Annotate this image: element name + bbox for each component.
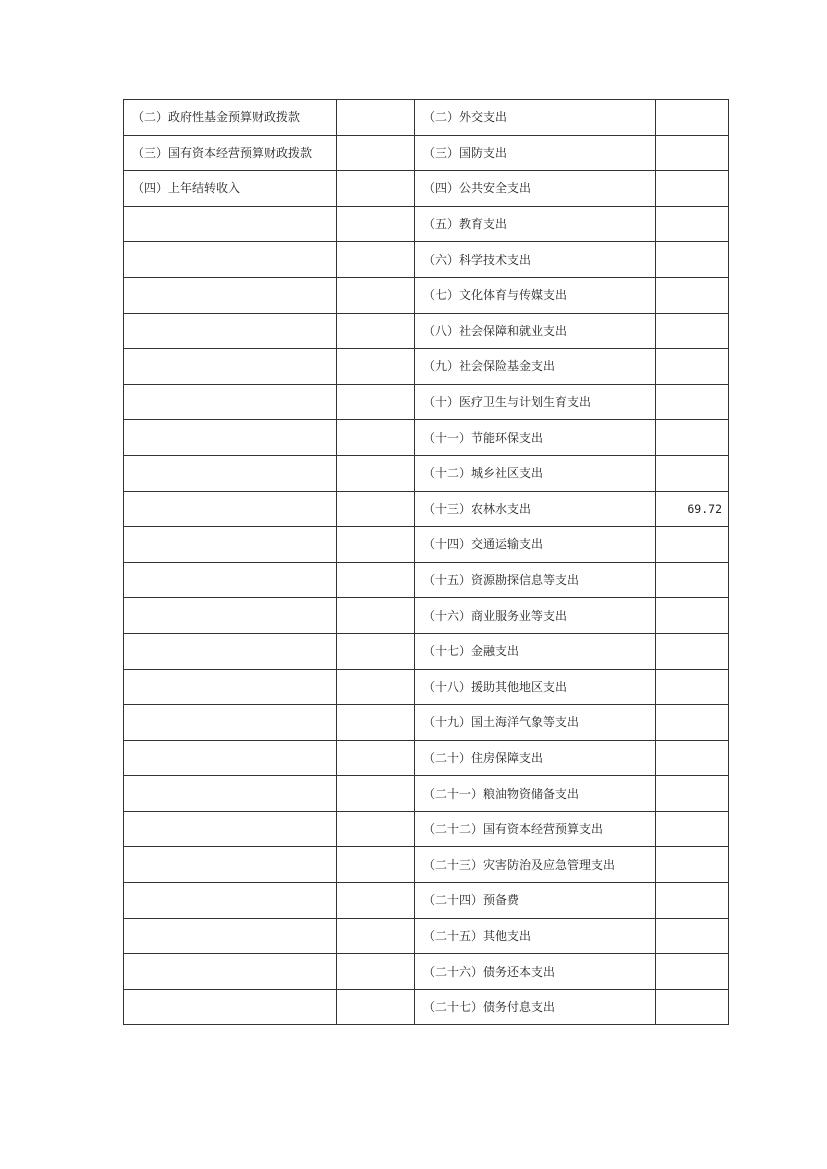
expense-amount-cell (656, 100, 729, 136)
table-row (124, 598, 729, 634)
table-row (124, 669, 729, 705)
expense-item-cell: （十五）资源勘探信息等支出 (415, 562, 656, 598)
table-row (124, 562, 729, 598)
income-amount-cell (337, 277, 415, 313)
expense-item-cell: （二十五）其他支出 (415, 918, 656, 954)
expense-amount-cell (656, 954, 729, 990)
expense-item-cell: （十二）城乡社区支出 (415, 455, 656, 491)
expense-item-cell: （五）教育支出 (415, 206, 656, 242)
income-item-cell (124, 598, 337, 634)
expense-amount-cell (656, 562, 729, 598)
expense-item-cell: （六）科学技术支出 (415, 242, 656, 278)
income-item-cell (124, 491, 337, 527)
table-row (124, 420, 729, 456)
expense-amount-cell (656, 171, 729, 207)
income-item-cell: （三）国有资本经营预算财政拨款 (124, 135, 337, 171)
expense-amount-cell (656, 883, 729, 919)
expense-item-cell: （二十）住房保障支出 (415, 740, 656, 776)
expense-item-cell: （二十六）债务还本支出 (415, 954, 656, 990)
expense-item-cell: （二十二）国有资本经营预算支出 (415, 811, 656, 847)
expense-amount-cell (656, 918, 729, 954)
income-item-cell (124, 740, 337, 776)
budget-table-body (124, 100, 729, 1025)
income-amount-cell (337, 527, 415, 563)
expense-item-cell: （八）社会保障和就业支出 (415, 313, 656, 349)
income-amount-cell (337, 598, 415, 634)
table-row (124, 883, 729, 919)
expense-amount-cell (656, 420, 729, 456)
expense-item-cell: （十六）商业服务业等支出 (415, 598, 656, 634)
table-row (124, 277, 729, 313)
income-amount-cell (337, 776, 415, 812)
expense-amount-cell (656, 277, 729, 313)
expense-amount-cell (656, 527, 729, 563)
income-item-cell (124, 776, 337, 812)
expense-item-cell: （二十七）债务付息支出 (415, 989, 656, 1025)
income-amount-cell (337, 740, 415, 776)
table-row (124, 491, 729, 527)
income-item-cell (124, 847, 337, 883)
expense-amount-cell: 69.72 (656, 491, 729, 527)
income-item-cell (124, 420, 337, 456)
income-item-cell (124, 954, 337, 990)
table-row (124, 954, 729, 990)
table-row (124, 847, 729, 883)
expense-amount-cell (656, 669, 729, 705)
income-item-cell: （二）政府性基金预算财政拨款 (124, 100, 337, 136)
expense-amount-cell (656, 633, 729, 669)
income-amount-cell (337, 206, 415, 242)
income-amount-cell (337, 989, 415, 1025)
table-row (124, 100, 729, 136)
expense-amount-cell (656, 135, 729, 171)
expense-amount-cell (656, 242, 729, 278)
expense-amount-cell (656, 598, 729, 634)
income-amount-cell (337, 171, 415, 207)
income-item-cell: （四）上年结转收入 (124, 171, 337, 207)
income-item-cell (124, 883, 337, 919)
expense-amount-cell (656, 206, 729, 242)
income-amount-cell (337, 562, 415, 598)
expense-amount-cell (656, 455, 729, 491)
expense-item-cell: （二十四）预备费 (415, 883, 656, 919)
table-row (124, 384, 729, 420)
expense-item-cell: （十八）援助其他地区支出 (415, 669, 656, 705)
expense-item-cell: （十九）国土海洋气象等支出 (415, 705, 656, 741)
expense-item-cell: （二十三）灾害防治及应急管理支出 (415, 847, 656, 883)
income-amount-cell (337, 811, 415, 847)
table-row (124, 135, 729, 171)
expense-item-cell: （十）医疗卫生与计划生育支出 (415, 384, 656, 420)
expense-amount-cell (656, 384, 729, 420)
income-item-cell (124, 527, 337, 563)
income-item-cell (124, 562, 337, 598)
expense-amount-cell (656, 349, 729, 385)
table-row (124, 989, 729, 1025)
income-amount-cell (337, 100, 415, 136)
income-item-cell (124, 455, 337, 491)
table-row (124, 776, 729, 812)
income-item-cell (124, 277, 337, 313)
income-amount-cell (337, 135, 415, 171)
income-amount-cell (337, 705, 415, 741)
income-amount-cell (337, 669, 415, 705)
table-row (124, 740, 729, 776)
expense-item-cell: （七）文化体育与传媒支出 (415, 277, 656, 313)
income-item-cell (124, 989, 337, 1025)
income-item-cell (124, 313, 337, 349)
table-row (124, 313, 729, 349)
expense-item-cell: （三）国防支出 (415, 135, 656, 171)
expense-item-cell: （十一）节能环保支出 (415, 420, 656, 456)
table-row (124, 918, 729, 954)
table-row (124, 349, 729, 385)
table-row (124, 633, 729, 669)
income-item-cell (124, 811, 337, 847)
income-amount-cell (337, 313, 415, 349)
income-amount-cell (337, 455, 415, 491)
income-amount-cell (337, 918, 415, 954)
expense-amount-cell (656, 705, 729, 741)
income-amount-cell (337, 491, 415, 527)
expense-amount-cell (656, 313, 729, 349)
expense-amount-cell (656, 776, 729, 812)
income-item-cell (124, 705, 337, 741)
income-amount-cell (337, 847, 415, 883)
table-row (124, 171, 729, 207)
income-item-cell (124, 669, 337, 705)
income-item-cell (124, 384, 337, 420)
table-row (124, 242, 729, 278)
table-row (124, 206, 729, 242)
expense-item-cell: （二十一）粮油物资储备支出 (415, 776, 656, 812)
expense-item-cell: （四）公共安全支出 (415, 171, 656, 207)
income-amount-cell (337, 384, 415, 420)
income-amount-cell (337, 420, 415, 456)
expense-item-cell: （十七）金融支出 (415, 633, 656, 669)
table-row (124, 527, 729, 563)
expense-item-cell: （十三）农林水支出 (415, 491, 656, 527)
expense-amount-cell (656, 740, 729, 776)
income-item-cell (124, 242, 337, 278)
income-item-cell (124, 349, 337, 385)
table-row (124, 455, 729, 491)
expense-amount-cell (656, 847, 729, 883)
expense-item-cell: （十四）交通运输支出 (415, 527, 656, 563)
table-row (124, 811, 729, 847)
table-row (124, 705, 729, 741)
income-amount-cell (337, 242, 415, 278)
income-amount-cell (337, 633, 415, 669)
income-amount-cell (337, 349, 415, 385)
income-item-cell (124, 918, 337, 954)
expense-amount-cell (656, 989, 729, 1025)
expense-item-cell: （九）社会保险基金支出 (415, 349, 656, 385)
income-item-cell (124, 633, 337, 669)
income-amount-cell (337, 954, 415, 990)
income-amount-cell (337, 883, 415, 919)
budget-table (123, 99, 729, 1025)
income-item-cell (124, 206, 337, 242)
expense-item-cell: （二）外交支出 (415, 100, 656, 136)
expense-amount-cell (656, 811, 729, 847)
